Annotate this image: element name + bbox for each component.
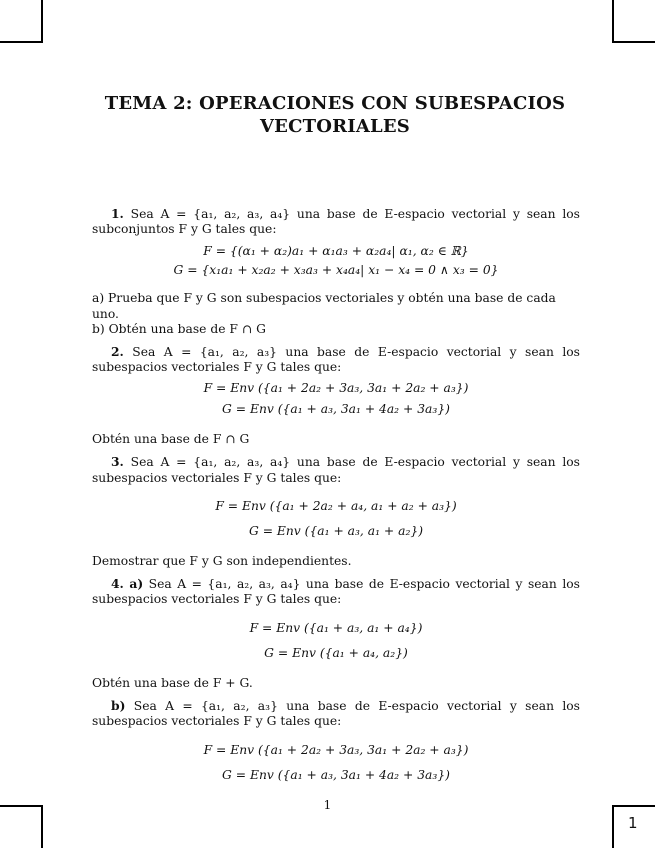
exercise-number: 2. [111, 343, 124, 359]
equation: G = Env ({a₁ + a₄, a₂}) [264, 646, 408, 661]
exercise-text: Sea A = {a₁, a₂, a₃} una base de E-espacio vectorial y sean los subespacios vectoriales F y G tales que: [92, 698, 580, 729]
crop-mark [612, 0, 614, 43]
exercise-part-label: a) [129, 576, 144, 592]
exercise-number: 1. [111, 206, 124, 221]
exercise-text: Sea A = {a₁, a₂, a₃, a₄} una base de E-espacio vectorial y sean los subespacios vectoriales F y G tales que: [92, 577, 580, 607]
equation: G = {x₁a₁ + x₂a₂ + x₃a₃ + x₄a₄| x₁ − x₄ = 0 ∧ x₃ = 0} [173, 263, 499, 278]
equation: G = Env ({a₁ + a₃, 3a₁ + 4a₂ + 3a₃}) [222, 767, 450, 782]
exercise-task: Demostrar que F y G son independientes. [92, 553, 352, 568]
exercise-task: Obtén una base de F ∩ G [92, 431, 250, 446]
crop-mark [0, 41, 42, 43]
exercise-text: Sea A = {a₁, a₂, a₃} una base de E-espacio vectorial y sean los subespacios vectoriales F y G tales que: [92, 344, 580, 374]
page-number: 1 [323, 798, 332, 812]
equation: G = Env ({a₁ + a₃, a₁ + a₂}) [248, 524, 424, 539]
equation: F = Env ({a₁ + 2a₂ + a₄, a₁ + a₂ + a₃}) [215, 499, 457, 514]
equation: F = Env ({a₁ + a₃, a₁ + a₄}) [249, 620, 423, 635]
exercise-number: 3. [111, 454, 124, 470]
exercise-part: a) Prueba que F y G son subespacios vectoriales y obtén una base de cada uno. [92, 291, 556, 321]
crop-mark [613, 41, 655, 43]
exercise-number: 4. [111, 576, 124, 592]
equation: F = {(α₁ + α₂)a₁ + α₁a₃ + α₂a₄| α₁, α₂ ∈ ℝ} [203, 243, 469, 258]
equation: F = Env ({a₁ + 2a₂ + 3a₃, 3a₁ + 2a₂ + a₃}) [203, 742, 469, 757]
exercise-2-intro [92, 344, 580, 376]
exercise-4a-intro [92, 576, 580, 608]
exercise-1-intro [92, 206, 580, 238]
exercise-text: Sea A = {a₁, a₂, a₃, a₄} una base de E-espacio vectorial y sean los subconjuntos F y G tales que: [92, 207, 580, 237]
viewer-page-indicator: 1 [628, 814, 638, 832]
exercise-part-label: b) [111, 697, 126, 713]
document-body [92, 206, 580, 783]
exercise-task: Obtén una base de F + G. [92, 675, 253, 690]
equation: F = Env ({a₁ + 2a₂ + 3a₃, 3a₁ + 2a₂ + a₃}) [203, 381, 469, 396]
exercise-4b-intro [92, 698, 580, 730]
exercise-part: b) Obtén una base de F ∩ G [92, 322, 266, 337]
exercise-text: Sea A = {a₁, a₂, a₃, a₄} una base de E-espacio vectorial y sean los subespacios vectoriales F y G tales que: [92, 455, 580, 485]
page-title: TEMA 2: OPERACIONES CON SUBESPACIOS VECTORIALES [104, 93, 566, 137]
exercise-3-intro [92, 454, 580, 486]
equation: G = Env ({a₁ + a₃, 3a₁ + 4a₂ + 3a₃}) [222, 401, 450, 416]
crop-mark [41, 0, 43, 43]
